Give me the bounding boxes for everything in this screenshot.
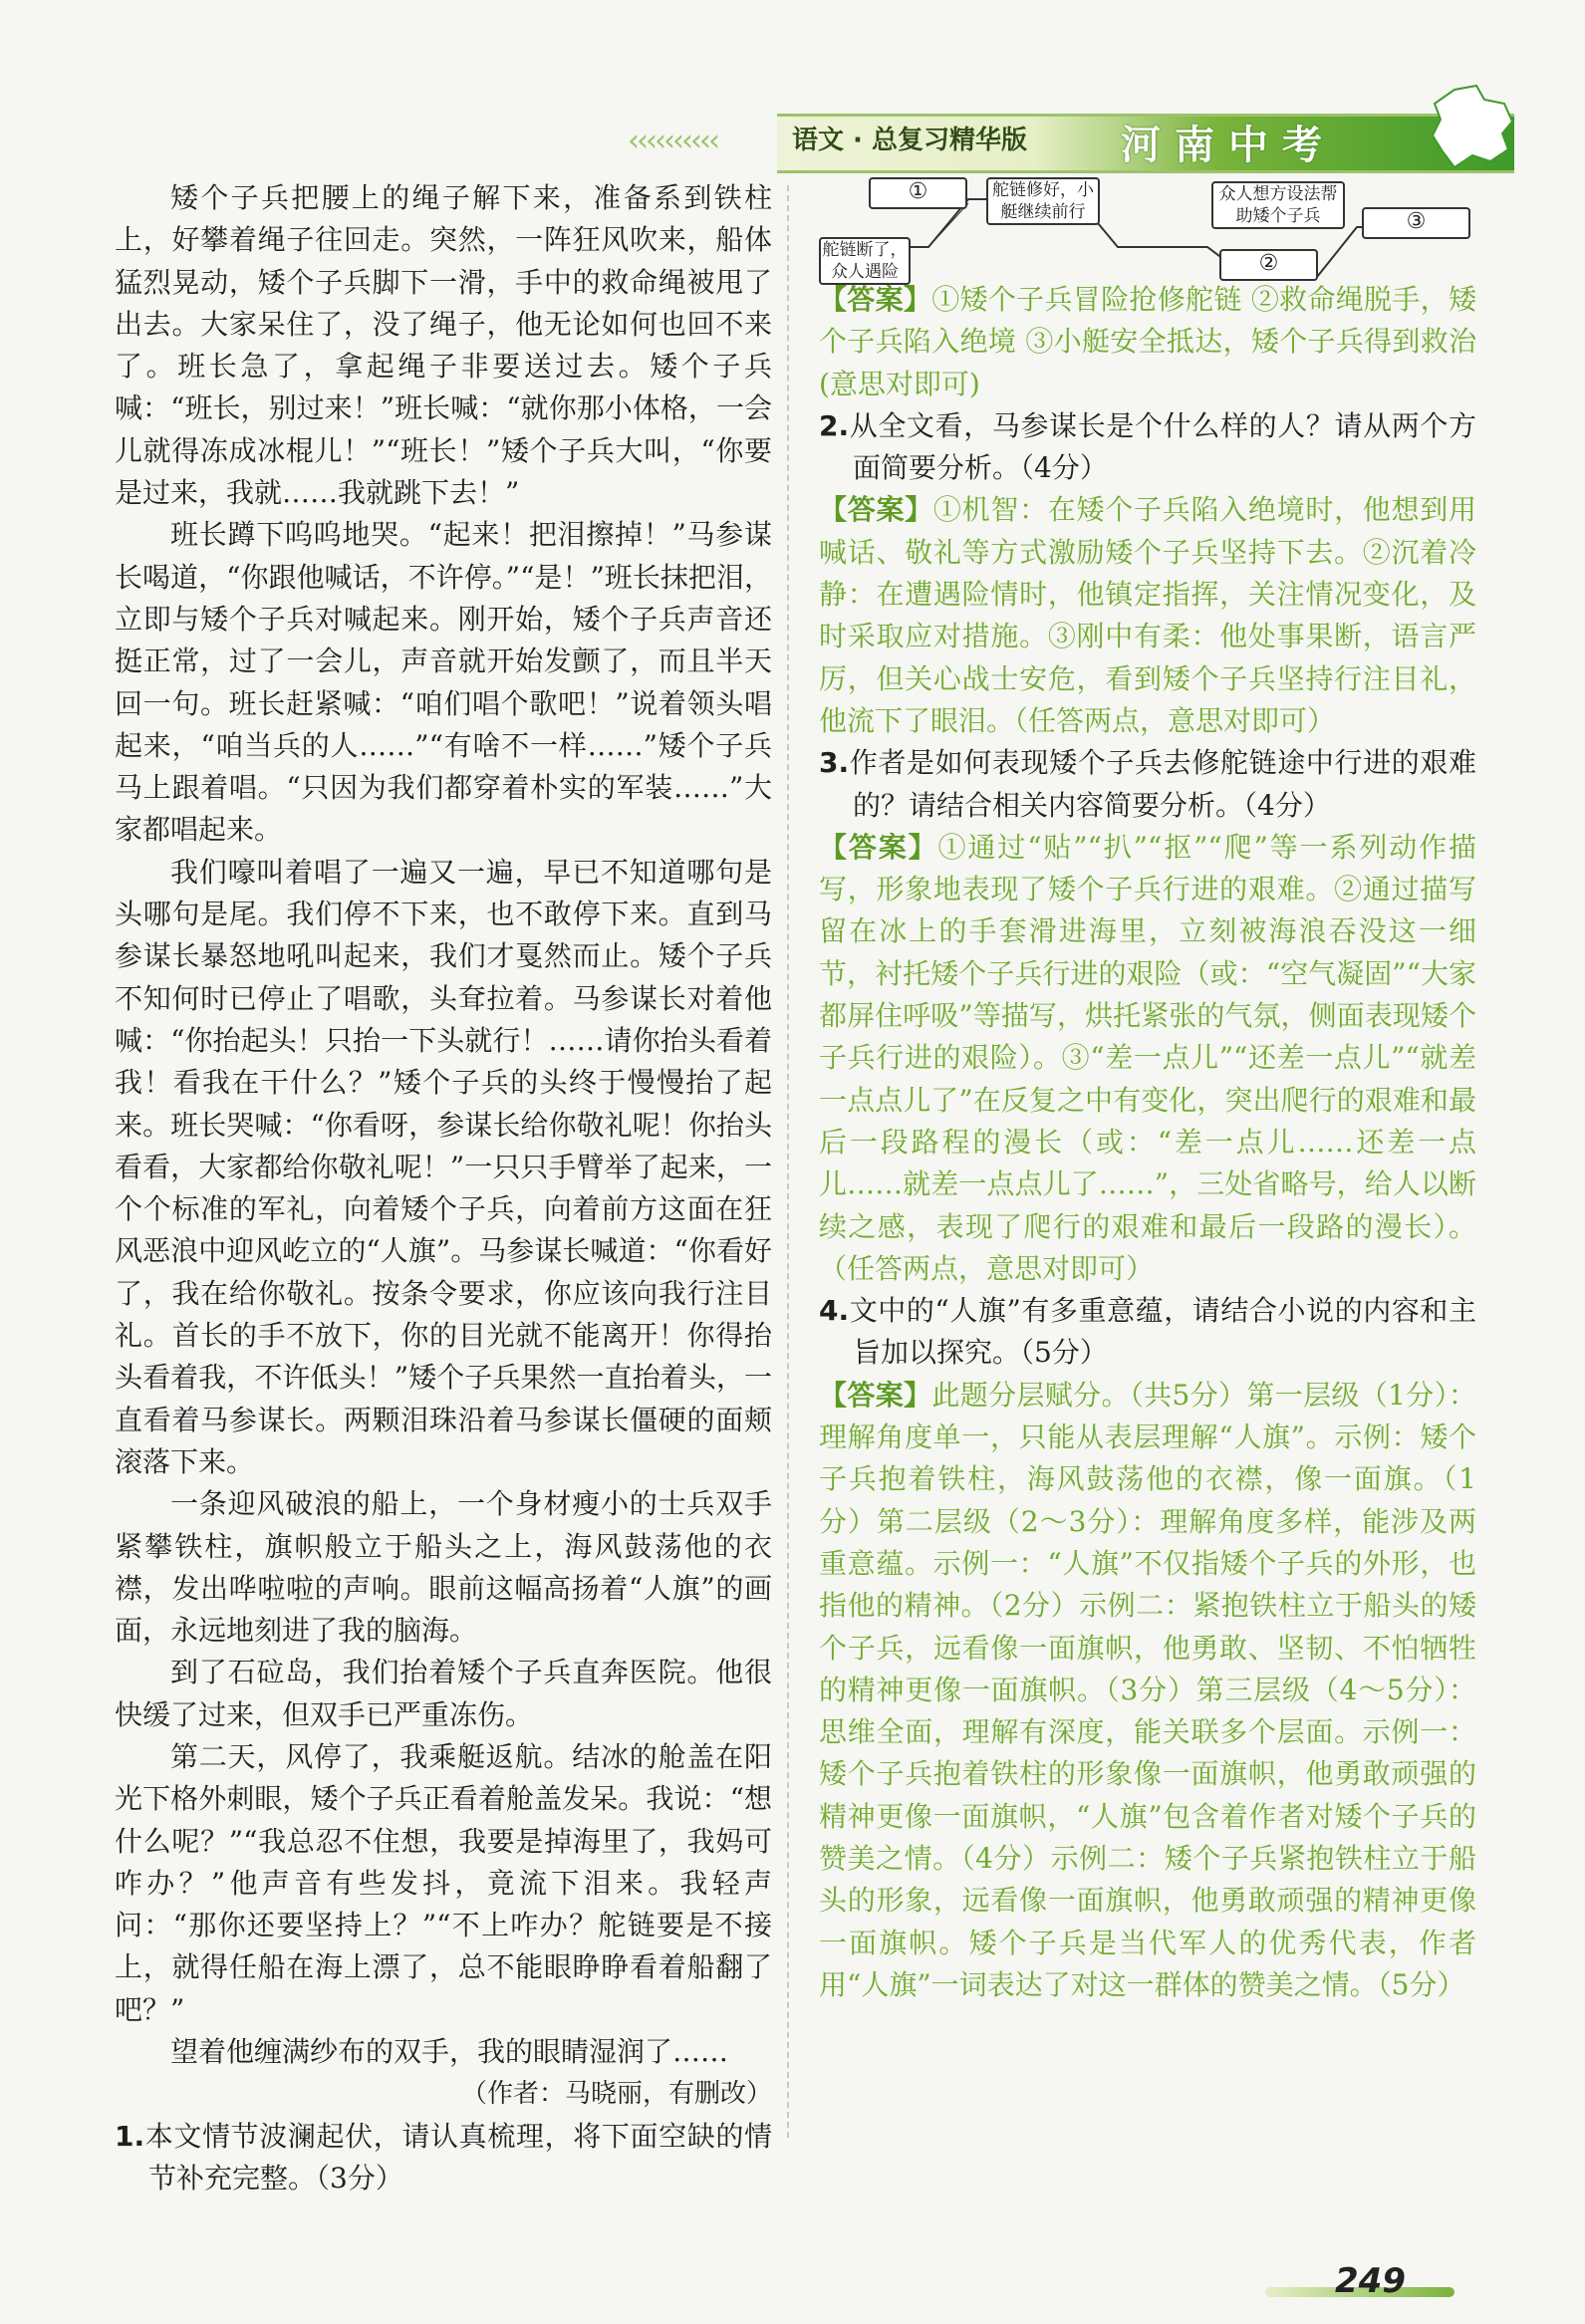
question-text: 文中的“人旗”有多重意蕴，请结合小说的内容和主旨加以探究。（5分） [849, 1294, 1476, 1370]
page-header [628, 112, 1524, 169]
column-divider [787, 185, 789, 2138]
chevron-decoration-icon: ‹‹‹‹‹‹‹‹‹‹ [628, 123, 717, 158]
story-paragraph: 我们嚎叫着唱了一遍又一遍，早已不知道哪句是头哪句是尾。我们停不下来，也不敢停下来。直到马参谋长暴怒地吼叫起来，我们才戛然而止。矮个子兵不知何时已停止了唱歌，头耷拉着。马参谋长对着他喊：“你抬起头！只抬一下头就行！……请你抬头看着我！看我在干什么？”矮个子兵的头终于慢慢抬了起来。班长哭喊：“你看呀，参谋长给你敬礼呢！你抬头看看，大家都给你敬礼呢！”一只只手臂举了起来，一个个标准的军礼，向着矮个子兵，向着前方这面在狂风恶浪中迎风屹立的“人旗”。马参谋长喊道：“你看好了，我在给你敬礼。按条令要求，你应该向我行注目礼。首长的手不放下，你的目光就不能离开！你得抬头看着我，不许低头！”矮个子兵果然一直抬着头，一直看着马参谋长。两颗泪珠沿着马参谋长僵硬的面颊滚落下来。 [115, 855, 772, 1478]
answer-tag: 【答案】 [819, 1378, 932, 1412]
question-3 [819, 742, 1476, 827]
answer-text: ①机智：在矮个子兵陷入绝境时，他想到用喊话、敬礼等方式激励矮个子兵坚持下去。②沉着冷静：在遭遇险情时，他镇定指挥，关注情况变化，及时采取应对措施。③刚中有柔：他处事果断，语言严厉，但关心战士安危，看到矮个子兵坚持行注目礼，他流下了眼泪。（任答两点，意思对即可） [819, 493, 1476, 737]
answer-3 [819, 827, 1476, 1290]
question-number: 1. [115, 2119, 145, 2153]
flow-help-box: 众人想方设法帮助矮个子兵 [1211, 181, 1345, 229]
left-column [115, 177, 772, 2199]
story-paragraph: 到了石砬岛，我们抬着矮个子兵直奔医院。他很快缓了过来，但双手已严重冻伤。 [115, 1656, 772, 1731]
answer-text: ①矮个子兵冒险抢修舵链 ②救命绳脱手，矮个子兵陷入绝境 ③小艇安全抵达，矮个子兵得到救治(意思对即可) [819, 283, 1476, 400]
plot-flowchart [819, 177, 1476, 287]
answer-tag: 【答案】 [819, 283, 932, 316]
question-1 [115, 2116, 772, 2200]
page-number: 249 [1335, 2261, 1406, 2301]
question-text: 从全文看，马参谋长是个什么样的人？请从两个方面简要分析。（4分） [849, 408, 1476, 485]
question-text: 作者是如何表现矮个子兵去修舵链途中行进的艰难的？请结合相关内容简要分析。（4分） [849, 746, 1476, 822]
answer-tag: 【答案】 [819, 493, 933, 527]
question-text: 本文情节波澜起伏，请认真梳理，将下面空缺的情节补充完整。（3分） [144, 2119, 772, 2195]
question-number: 4. [819, 1294, 850, 1328]
answer-2 [819, 489, 1476, 742]
question-4 [819, 1290, 1476, 1375]
flow-repaired-box: 舵链修好，小艇继续前行 [986, 177, 1100, 225]
story-paragraph: 一条迎风破浪的船上，一个身材瘦小的士兵双手紧攀铁柱，旗帜般立于船头之上，海风鼓荡他的衣襟，发出哗啦啦的声响。眼前这幅高扬着“人旗”的画面，永远地刻进了我的脑海。 [115, 1487, 772, 1648]
flow-slot-2: ② [1219, 249, 1318, 281]
story-paragraph: 第二天，风停了，我乘艇返航。结冰的舱盖在阳光下格外刺眼，矮个子兵正看着舱盖发呆。我说：“想什么呢？”“我总忍不住想，我要是掉海里了，我妈可咋办？”他声音有些发抖，竟流下泪来。我轻声问：“那你还要坚持上？”“不上咋办？舵链要是不接上，就得任船在海上漂了，总不能眼睁睁看着船翻了吧？” [115, 1739, 772, 2026]
exam-title: 河南中考 [1121, 123, 1336, 168]
answer-1 [819, 279, 1476, 405]
henan-map-icon [1425, 82, 1519, 176]
question-number: 2. [819, 408, 850, 442]
story-paragraph: 班长蹲下呜呜地哭。“起来！把泪擦掉！”马参谋长喝道，“你跟他喊话，不许停。”“是！”班长抹把泪，立即与矮个子兵对喊起来。刚开始，矮个子兵声音还挺正常，过了一会儿，声音就开始发颤了，而且半天回一句。班长赶紧喊：“咱们唱个歌吧！”说着领头唱起来，“咱当兵的人……”“有啥不一样……”矮个子兵马上跟着唱。“只因为我们都穿着朴实的军装……”大家都唱起来。 [115, 518, 772, 847]
story-paragraph: 望着他缠满纱布的双手，我的眼睛湿润了…… [170, 2035, 729, 2069]
right-column [819, 279, 1476, 2006]
answer-tag: 【答案】 [819, 830, 938, 864]
story-paragraph: 矮个子兵把腰上的绳子解下来，准备系到铁柱上，好攀着绳子往回走。突然，一阵狂风吹来，船体猛烈晃动，矮个子兵脚下一滑，手中的救命绳被甩了出去。大家呆住了，没了绳子，他无论如何也回不来了。班长急了，拿起绳子非要送过去。矮个子兵喊：“班长，别过来！”班长喊：“就你那小体格，一会儿就得冻成冰棍儿！”“班长！”矮个子兵大叫，“你要是过来，我就……我就跳下去！” [115, 181, 772, 510]
answer-text: ①通过“贴”“扒”“抠”“爬”等一系列动作描写，形象地表现了矮个子兵行进的艰难。②通过描写留在冰上的手套滑进海里，立刻被海浪吞没这一细节，衬托矮个子兵行进的艰险（或：“空气凝固”“大家都屏住呼吸”等描写，烘托紧张的气氛，侧面表现矮个子兵行进的艰险）。③“差一点儿”“还差一点儿”“就差一点点儿了”在反复之中有变化，突出爬行的艰难和最后一段路程的漫长（或：“差一点儿……还差一点儿……就差一点点儿了……”，三处省略号，给人以断续之感，表现了爬行的艰难和最后一段路的漫长）。（任答两点，意思对即可） [819, 830, 1476, 1285]
flow-slot-1: ① [869, 177, 967, 209]
question-number: 3. [819, 746, 850, 780]
flow-slot-3: ③ [1362, 207, 1470, 239]
flow-start-box: 舵链断了，众人遇险 [819, 237, 911, 285]
series-title: 语文 · 总复习精华版 [792, 126, 1027, 155]
answer-text: 此题分层赋分。（共5分）第一层级（1分）：理解角度单一，只能从表层理解“人旗”。示例：矮个子兵抱着铁柱，海风鼓荡他的衣襟，像一面旗。（1分）第二层级（2～3分）：理解角度多样，能涉及两重意蕴。示例一：“人旗”不仅指矮个子兵的外形，也指他的精神。（2分）示例二：紧抱铁柱立于船头的矮个子兵，远看像一面旗帜，他勇敢、坚韧、不怕牺牲的精神更像一面旗帜。（3分）第三层级（4～5分）：思维全面，理解有深度，能关联多个层面。示例一：矮个子兵抱着铁柱的形象像一面旗帜，他勇敢顽强的精神更像一面旗帜，“人旗”包含着作者对矮个子兵的赞美之情。（4分）示例二：矮个子兵紧抱铁柱立于船头的形象，远看像一面旗帜，他勇敢顽强的精神更像一面旗帜。矮个子兵是当代军人的优秀代表，作者用“人旗”一词表达了对这一群体的赞美之情。（5分） [819, 1378, 1476, 2001]
answer-4 [819, 1375, 1476, 2006]
question-2 [819, 405, 1476, 490]
source-attribution: （作者：马晓丽，有删改） [460, 2079, 772, 2110]
